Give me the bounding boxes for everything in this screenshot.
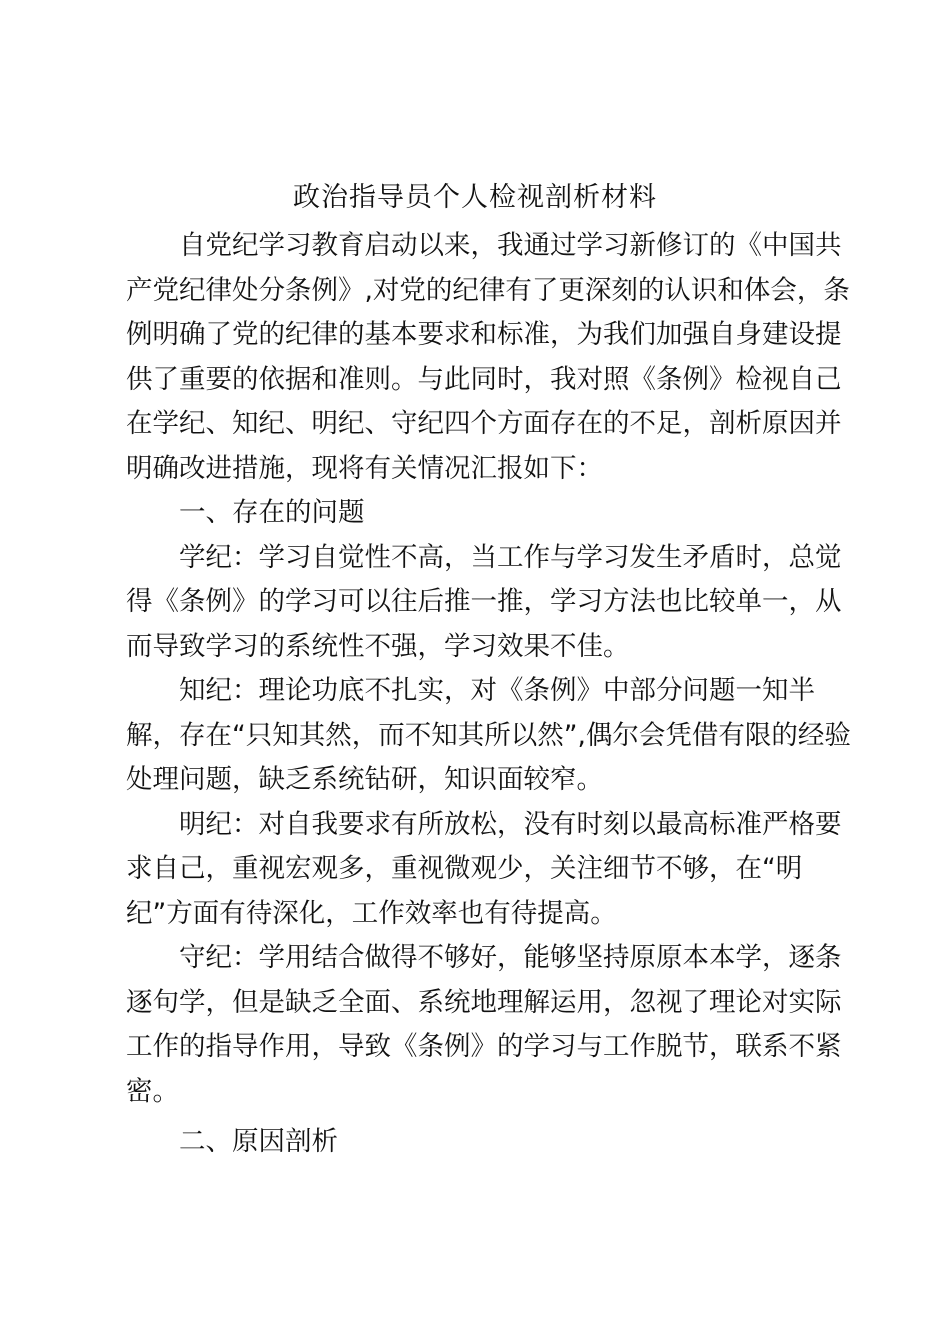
text-line: 处理问题，缺乏系统钻研，知识面较窄。 [126,764,603,795]
text-line: 产党纪律处分条例》,对党的纪律有了更深刻的认识和体会，条 [126,274,850,306]
section-heading-problems: 一、存在的问题 [179,497,365,528]
document-title: 政治指导员个人检视剖析材料 [293,182,657,213]
text-line: 纪”方面有待深化，工作效率也有待提高。 [126,897,617,929]
text-line: 而导致学习的系统性不强，学习效果不佳。 [126,630,630,662]
text-line: 在学纪、知纪、明纪、守纪四个方面存在的不足，剖析原因并 [126,408,842,439]
text-line: 逐句学，但是缺乏全面、系统地理解运用，忽视了理论对实际 [126,986,842,1018]
mingji-paragraph [126,803,842,937]
text-line: 明确改进措施，现将有关情况汇报如下： [126,452,603,484]
text-line: 解，存在“只知其然，而不知其所以然”,偶尔会凭借有限的经验 [126,719,851,751]
zhiji-paragraph [126,669,851,803]
text-line: 明纪：对自我要求有所放松，没有时刻以最高标准严格要 [179,808,842,840]
text-line: 自党纪学习教育启动以来，我通过学习新修订的《中国共 [179,230,842,261]
text-line: 工作的指导作用，导致《条例》的学习与工作脱节，联系不紧 [126,1031,842,1062]
document-body [126,224,851,1165]
text-line: 密。 [126,1075,179,1107]
text-line: 例明确了党的纪律的基本要求和标准，为我们加强自身建设提 [126,319,842,350]
section-heading-causes: 二、原因剖析 [179,1126,338,1157]
shouji-paragraph [126,936,842,1114]
text-line: 学纪：学习自觉性不高，当工作与学习发生矛盾时，总觉 [179,541,842,573]
text-line: 知纪：理论功底不扎实，对《条例》中部分问题一知半 [179,675,815,706]
text-line: 求自己，重视宏观多，重视微观少，关注细节不够，在“明 [126,853,803,884]
text-line: 得《条例》的学习可以往后推一推，学习方法也比较单一，从 [126,586,842,617]
intro-paragraph [126,224,850,491]
text-line: 供了重要的依据和准则。与此同时，我对照《条例》检视自己 [126,363,842,395]
xueji-paragraph [126,536,842,670]
text-line: 守纪：学用结合做得不够好，能够坚持原原本本学，逐条 [179,942,842,973]
